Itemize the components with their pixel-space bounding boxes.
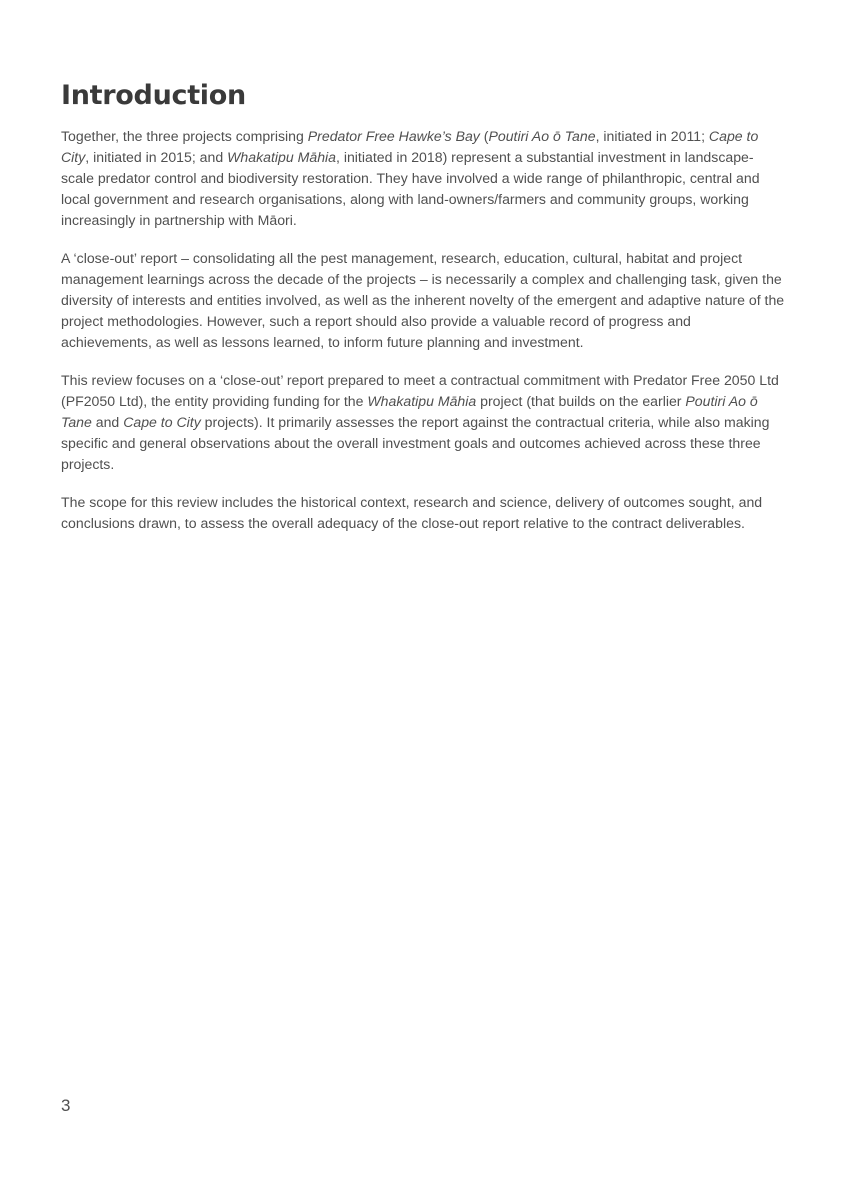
paragraph-1-segment: , initiated in 2015; and xyxy=(85,149,228,165)
paragraph-3-italic-segment: Poutiri Ao ō Tane xyxy=(61,393,758,430)
paragraph-3-segment: and xyxy=(91,414,124,430)
paragraph-1-segment: , initiated in 2018) represent a substantial investment in landscape-scale predator control and biodiversity restoration. They have involved a wide range of philanthropic, central and local government and research organisations, along with land-owners/farmers and community groups, working increasingly in partnership with Māori. xyxy=(61,149,760,228)
paragraph-1-segment: , initiated in 2011; xyxy=(595,128,709,144)
paragraph-3-italic-segment: Cape to City xyxy=(123,414,201,430)
paragraph-1 xyxy=(61,126,785,231)
paragraph-1-segment: Together, the three projects comprising xyxy=(61,128,308,144)
paragraph-2-segment: A ‘close-out’ report – consolidating all the pest management, research, education, cultural, habitat and project management learnings across the decade of the projects – is necessarily a complex and challenging task, given the diversity of interests and entities involved, as well as the inherent novelty of the emergent and adaptive nature of the project methodologies. However, such a report should also provide a valuable record of progress and achievements, as well as lessons learned, to inform future planning and investment. xyxy=(61,250,785,350)
paragraph-2 xyxy=(61,248,785,353)
paragraph-1-segment: ( xyxy=(479,128,489,144)
paragraph-4-segment: The scope for this review includes the historical context, research and science, delivery of outcomes sought, and conclusions drawn, to assess the overall adequacy of the close-out report relative to the contract deliverables. xyxy=(61,494,763,531)
page-number: 3 xyxy=(61,1096,71,1115)
section-heading: Introduction xyxy=(61,80,246,111)
paragraph-1-italic-segment: Whakatipu Māhia xyxy=(227,149,336,165)
paragraph-3-segment: This review focuses on a ‘close-out’ report prepared to meet a contractual commitment with Predator Free 2050 Ltd (PF2050 Ltd), the entity providing funding for the xyxy=(61,372,779,409)
paragraph-1-italic-segment: Cape to City xyxy=(61,128,759,165)
paragraph-3-segment: projects). It primarily assesses the report against the contractual criteria, while also making specific and general observations about the overall investment goals and outcomes achieved across these three projects. xyxy=(61,414,770,472)
paragraph-1-italic-segment: Predator Free Hawke’s Bay xyxy=(307,128,480,144)
paragraph-1-italic-segment: Poutiri Ao ō Tane xyxy=(488,128,596,144)
paragraph-3-segment: project (that builds on the earlier xyxy=(476,393,686,409)
page-content xyxy=(61,78,785,551)
paragraph-3 xyxy=(61,370,785,475)
paragraph-3-italic-segment: Whakatipu Māhia xyxy=(367,393,477,409)
paragraph-4 xyxy=(61,492,785,534)
